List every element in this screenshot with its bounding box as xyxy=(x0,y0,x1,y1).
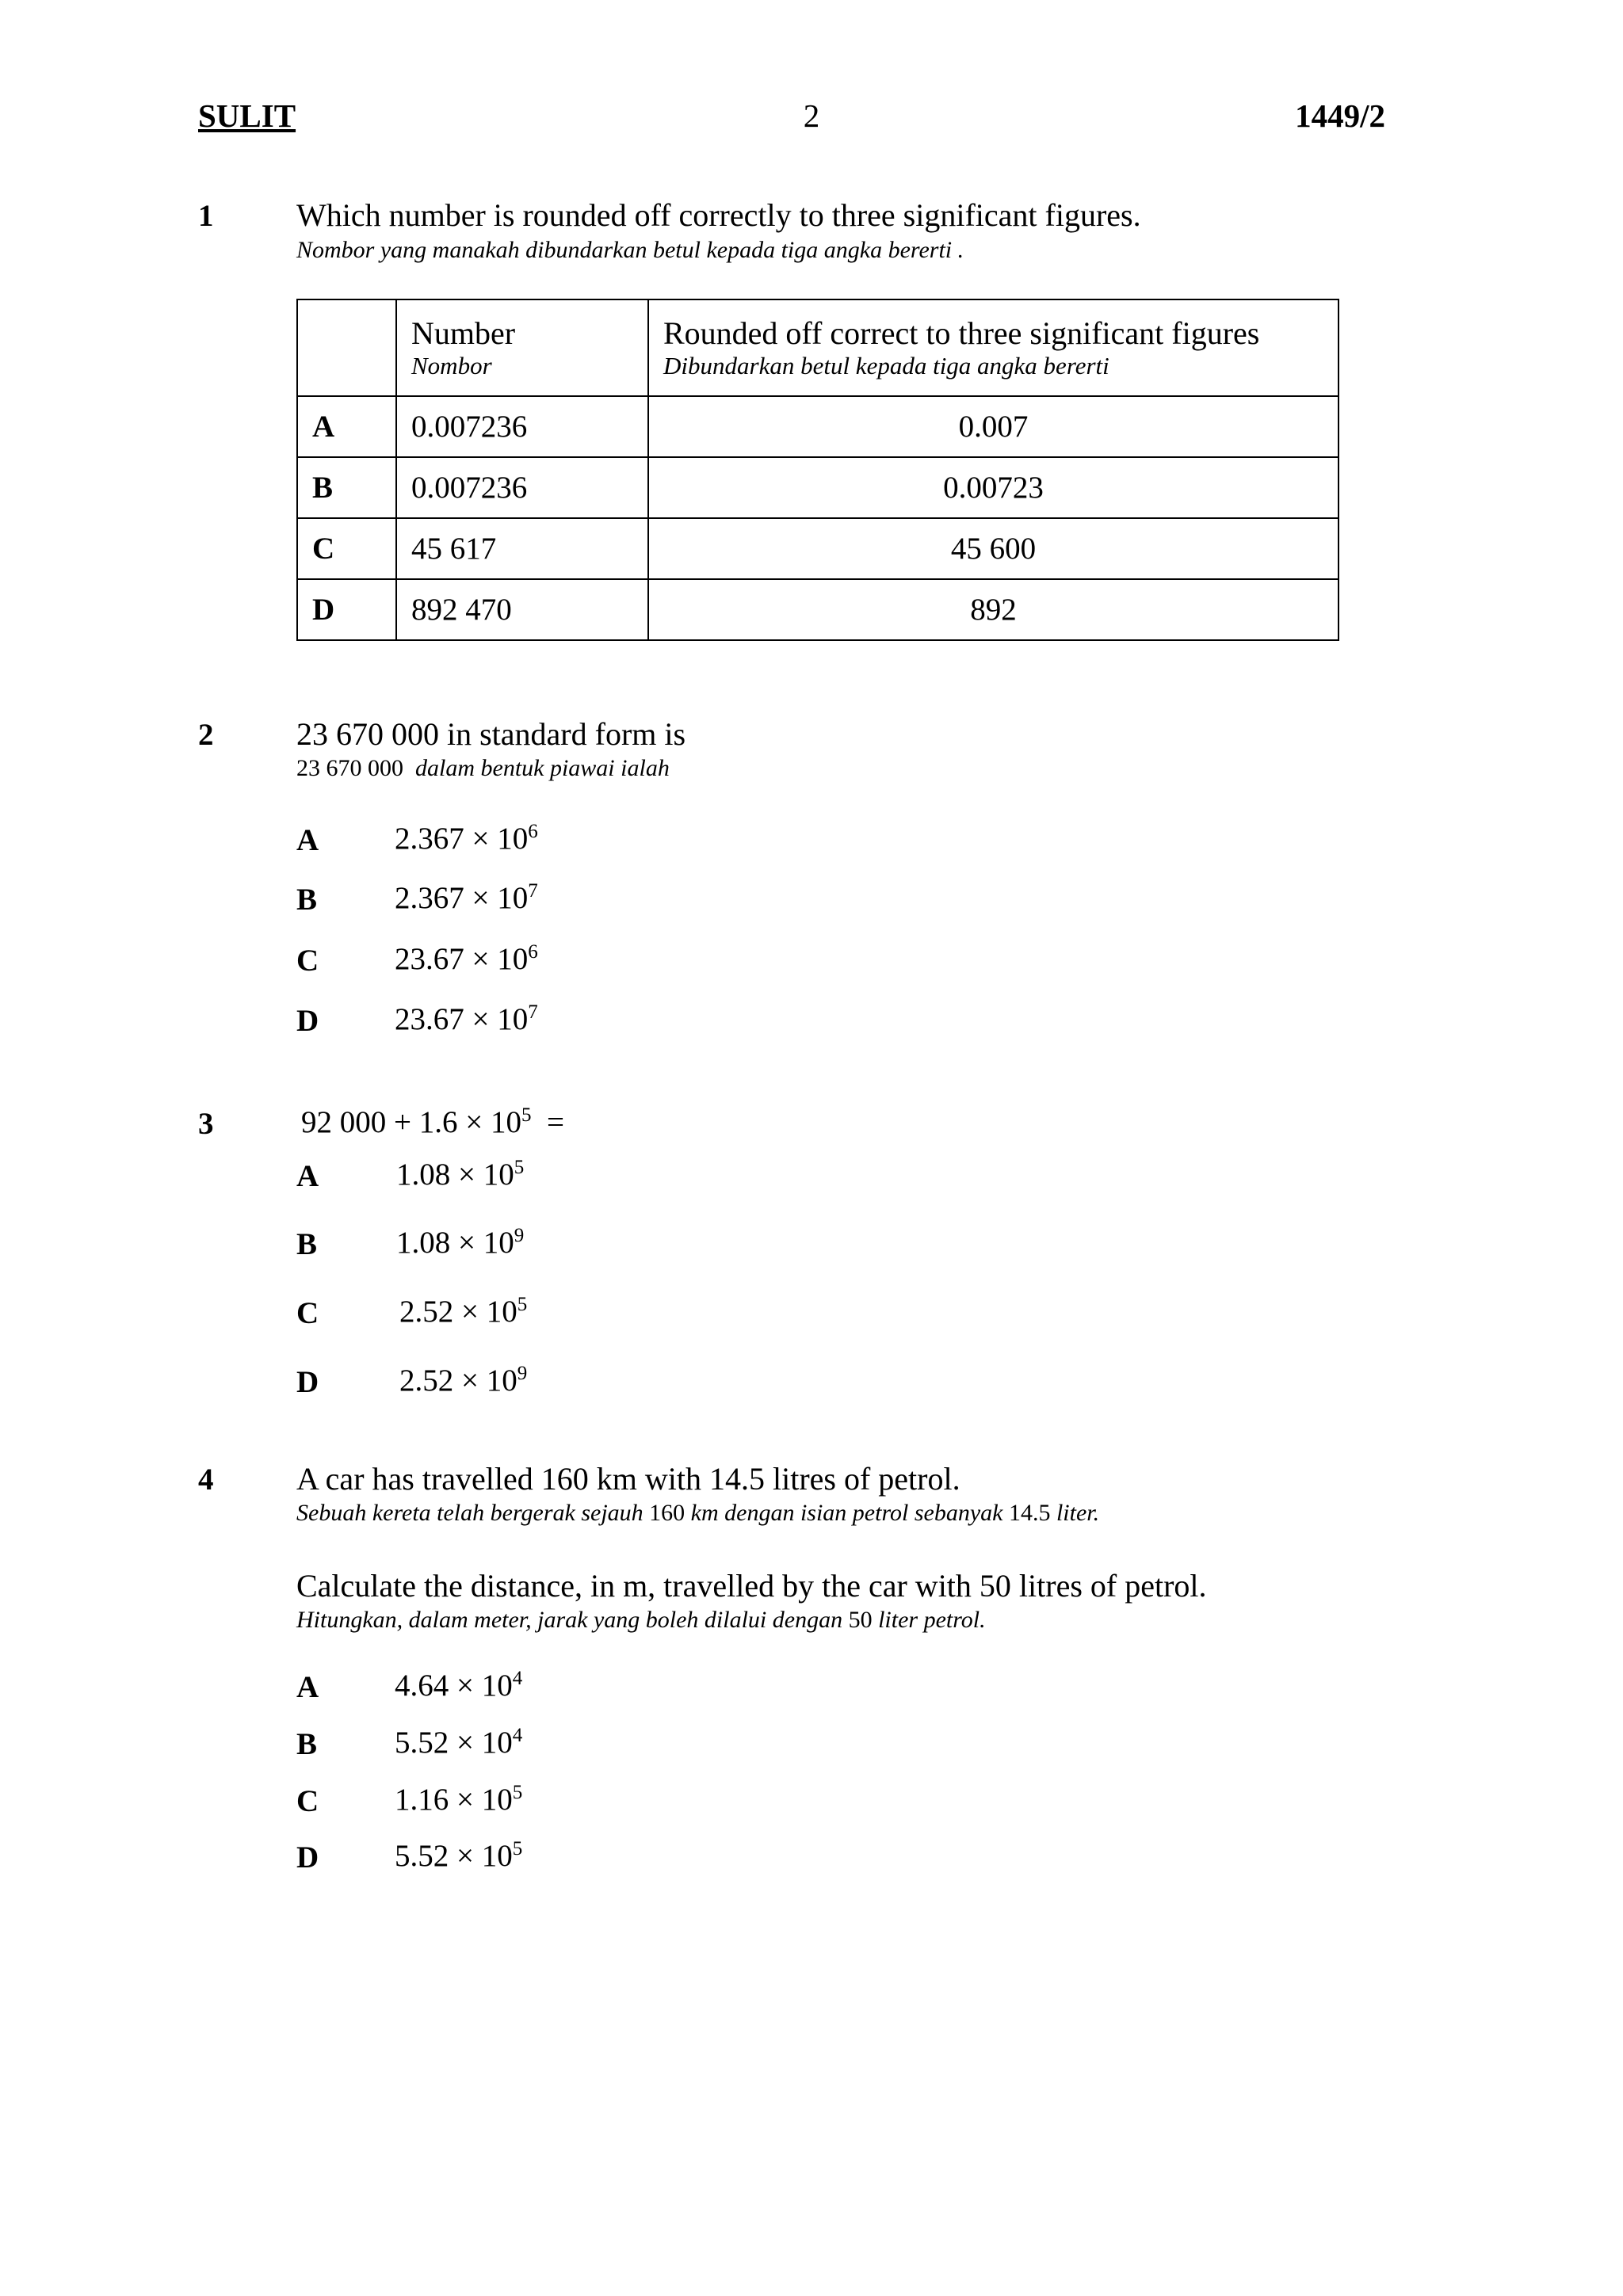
option-letter: B xyxy=(297,457,396,518)
number-cell: 892 470 xyxy=(396,579,648,640)
question-2-number: 2 xyxy=(198,718,214,752)
malay-phrase: dalam bentuk piawai ialah xyxy=(415,755,670,781)
option-letter: D xyxy=(296,1840,319,1875)
table-row xyxy=(297,579,1338,640)
option-letter: B xyxy=(296,1227,318,1261)
table-header-blank xyxy=(297,299,396,396)
option-base: 23.67 × 10 xyxy=(395,942,529,976)
header-number-ms: Nombor xyxy=(411,352,492,379)
option-value xyxy=(396,1225,524,1261)
option-value xyxy=(395,880,538,916)
option-base: 1.08 × 10 xyxy=(396,1226,514,1260)
option-exponent: 5 xyxy=(512,1838,523,1859)
malay-phrase: liter petrol. xyxy=(878,1607,986,1633)
table-row xyxy=(297,518,1338,579)
malay-number: 14.5 xyxy=(1008,1500,1051,1526)
header-number-en: Number xyxy=(411,315,516,351)
number-cell: 0.007236 xyxy=(396,457,648,518)
table-row xyxy=(297,396,1338,457)
malay-phrase: Hitungkan, dalam meter, jarak yang boleh dilalui dengan xyxy=(296,1607,843,1633)
option-base: 1.16 × 10 xyxy=(395,1783,513,1817)
option-exponent: 9 xyxy=(514,1225,525,1246)
option-letter: A xyxy=(297,396,396,457)
option-exponent: 6 xyxy=(528,821,538,842)
question-4-text: A car has travelled 160 km with 14.5 litres of petrol. xyxy=(296,1461,960,1497)
table-row xyxy=(297,457,1338,518)
option-base: 23.67 × 10 xyxy=(395,1002,529,1036)
header-classification: SULIT xyxy=(198,97,296,134)
option-letter: A xyxy=(296,1670,319,1704)
option-letter: C xyxy=(296,944,319,978)
option-value xyxy=(395,1782,522,1817)
option-base: 4.64 × 10 xyxy=(395,1669,513,1703)
paper-code: 1449/2 xyxy=(1295,97,1385,134)
option-value xyxy=(395,1725,522,1760)
malay-number: 23 670 000 xyxy=(296,755,403,781)
question-1-text-malay: Nombor yang manakah dibundarkan betul kepada tiga angka bererti . xyxy=(296,237,964,263)
option-letter: D xyxy=(296,1365,319,1399)
page-number: 2 xyxy=(803,97,820,134)
expression-equals: = xyxy=(547,1105,564,1139)
table-header-number xyxy=(396,299,648,396)
table-header-rounded xyxy=(648,299,1338,396)
option-letter: C xyxy=(296,1784,319,1818)
question-4-instruction-malay xyxy=(296,1607,986,1634)
rounded-cell: 0.007 xyxy=(648,396,1338,457)
header-rounded-ms: Dibundarkan betul kepada tiga angka bererti xyxy=(663,352,1109,379)
option-base: 2.367 × 10 xyxy=(395,881,529,915)
option-base: 2.367 × 10 xyxy=(395,822,529,856)
number-cell: 45 617 xyxy=(396,518,648,579)
option-exponent: 5 xyxy=(514,1157,525,1178)
option-base: 5.52 × 10 xyxy=(395,1726,513,1760)
question-3-number: 3 xyxy=(198,1107,214,1141)
option-value xyxy=(395,1001,538,1037)
option-value xyxy=(395,1668,522,1703)
option-value xyxy=(395,821,538,856)
number-cell: 0.007236 xyxy=(396,396,648,457)
option-exponent: 5 xyxy=(517,1294,528,1315)
malay-number: 160 xyxy=(649,1500,685,1526)
header-rounded-en: Rounded off correct to three significant figures xyxy=(663,315,1260,351)
option-letter: D xyxy=(297,579,396,640)
question-4-text-malay xyxy=(296,1500,1099,1527)
option-letter: B xyxy=(296,1727,318,1761)
rounded-cell: 0.00723 xyxy=(648,457,1338,518)
option-letter: A xyxy=(296,1159,319,1193)
option-base: 5.52 × 10 xyxy=(395,1839,513,1873)
option-letter: B xyxy=(296,883,318,917)
option-base: 2.52 × 10 xyxy=(399,1363,517,1398)
table-header-row xyxy=(297,299,1338,396)
question-4-number: 4 xyxy=(198,1463,214,1497)
question-2-text: 23 670 000 in standard form is xyxy=(296,716,686,752)
malay-phrase: liter. xyxy=(1056,1500,1100,1526)
malay-number: 50 xyxy=(848,1607,873,1633)
option-letter: C xyxy=(297,518,396,579)
expression-base: 92 000 + 1.6 × 10 xyxy=(301,1105,521,1139)
option-exponent: 4 xyxy=(512,1725,523,1746)
option-exponent: 7 xyxy=(528,1001,538,1023)
question-1-text: Which number is rounded off correctly to three significant figures. xyxy=(296,197,1141,233)
question-1-number: 1 xyxy=(198,199,214,233)
question-4-instruction: Calculate the distance, in m, travelled by the car with 50 litres of petrol. xyxy=(296,1568,1207,1604)
option-base: 1.08 × 10 xyxy=(396,1158,514,1192)
option-exponent: 7 xyxy=(528,880,538,902)
option-base: 2.52 × 10 xyxy=(399,1295,517,1329)
option-letter: C xyxy=(296,1296,319,1330)
option-exponent: 4 xyxy=(512,1668,523,1689)
option-letter: A xyxy=(296,823,319,857)
question-3-expression xyxy=(301,1104,564,1140)
expression-exponent: 5 xyxy=(521,1104,532,1126)
option-exponent: 5 xyxy=(512,1782,523,1803)
malay-phrase: Sebuah kereta telah bergerak sejauh xyxy=(296,1500,643,1526)
option-value xyxy=(399,1363,527,1398)
option-value xyxy=(395,941,538,977)
rounding-table xyxy=(296,299,1339,641)
option-exponent: 9 xyxy=(517,1363,528,1384)
rounded-cell: 892 xyxy=(648,579,1338,640)
rounded-cell: 45 600 xyxy=(648,518,1338,579)
question-2-text-malay xyxy=(296,755,670,782)
option-value xyxy=(396,1157,524,1192)
option-value xyxy=(399,1294,527,1329)
option-exponent: 6 xyxy=(528,941,538,963)
option-letter: D xyxy=(296,1004,319,1038)
malay-phrase: km dengan isian petrol sebanyak xyxy=(690,1500,1003,1526)
option-value xyxy=(395,1838,522,1874)
